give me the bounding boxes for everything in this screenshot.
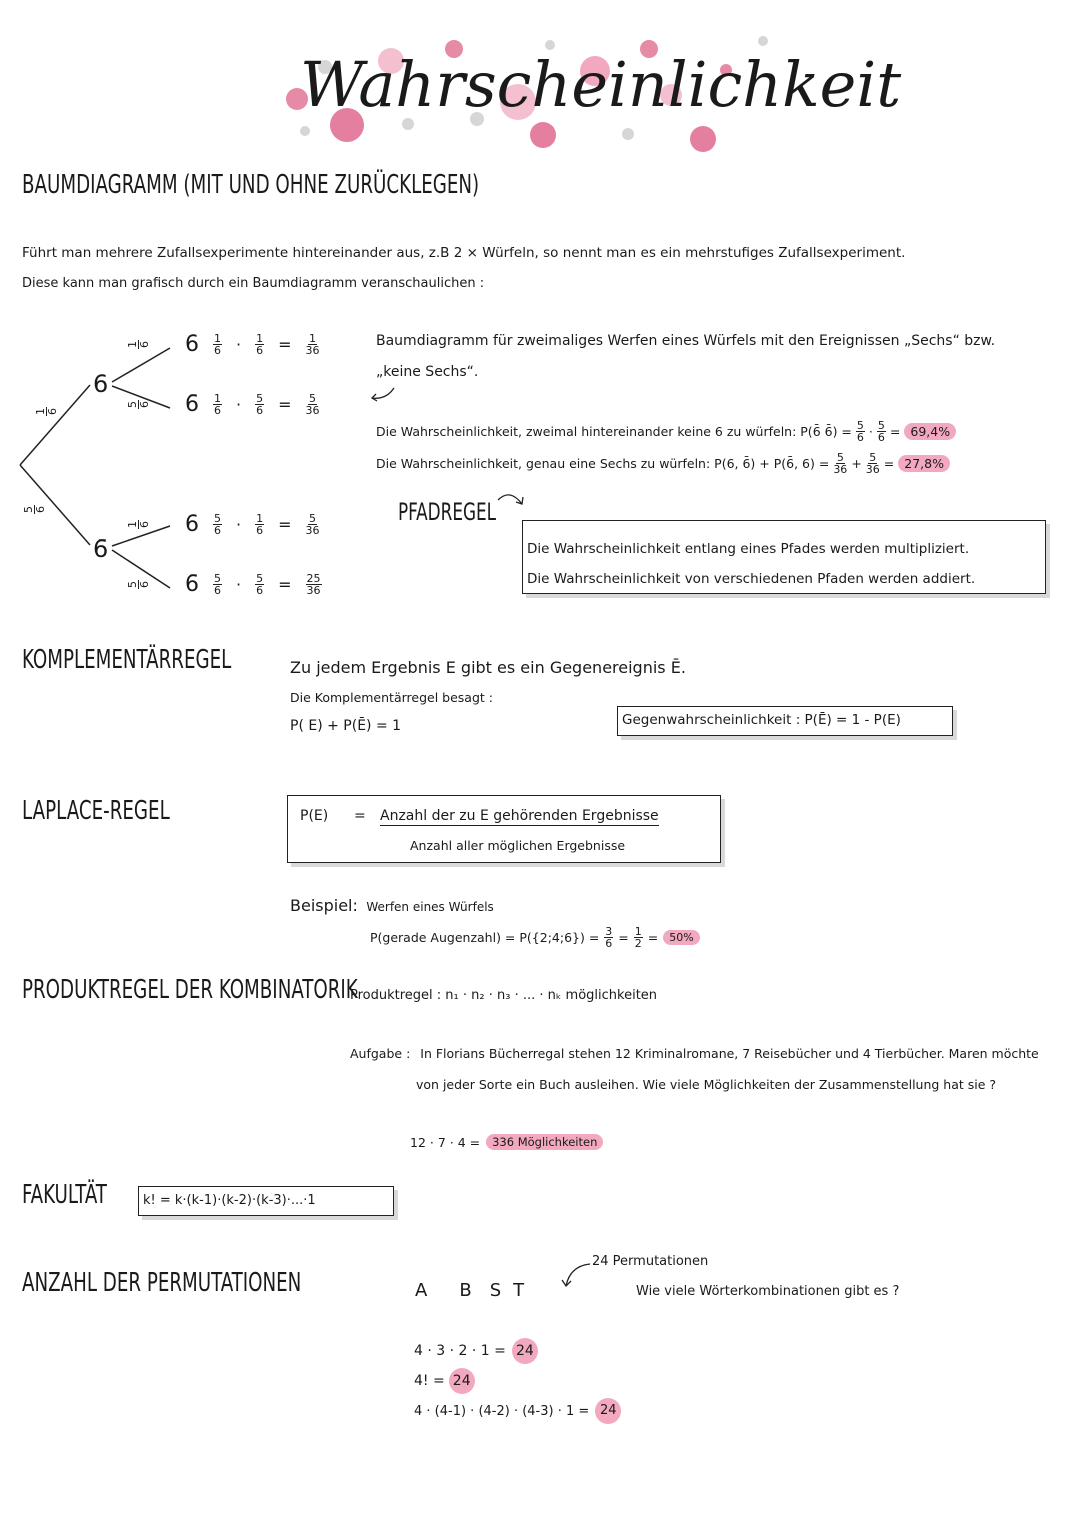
- highlight-result: 24: [595, 1398, 621, 1424]
- laplace-denominator: Anzahl aller möglichen Ergebnisse: [410, 838, 626, 853]
- perm-letter: B: [459, 1280, 472, 1301]
- komplement-line-3: P( E) + P(Ē) = 1: [290, 718, 402, 734]
- decor-dot: [758, 36, 768, 46]
- decor-dot: [530, 122, 556, 148]
- highlight-result: 24: [512, 1338, 538, 1364]
- highlight-result: 69,4%: [904, 423, 956, 440]
- curved-arrow-icon: [560, 1262, 594, 1290]
- baum-intro-1: Führt man mehrere Zufallsexperimente hintereinander aus, z.B 2 × Würfeln, so nennt man es ein mehrstufiges Zufallsexperiment.: [22, 245, 906, 261]
- komplement-line-1: Zu jedem Ergebnis E gibt es ein Gegenereignis Ē.: [290, 658, 686, 677]
- komplement-line-2: Die Komplementärregel besagt :: [290, 690, 493, 705]
- highlight-result: 27,8%: [898, 455, 950, 472]
- section-heading-permutationen: ANZAHL DER PERMUTATIONEN: [22, 1268, 302, 1298]
- pfadregel-line-1: Die Wahrscheinlichkeit entlang eines Pfades werden multipliziert.: [527, 541, 970, 557]
- highlight-result: 50%: [663, 930, 699, 945]
- tree-row: 5 6 6̄ $\frac{1}{6}$ · $\frac{5}{6}$ = $\frac{5}{36}$: [126, 392, 320, 417]
- highlight-result: 336 Möglichkeiten: [486, 1134, 603, 1150]
- perm-letter: T: [513, 1280, 525, 1301]
- perm-letters: [415, 1280, 524, 1301]
- highlight-result: 24: [449, 1368, 475, 1394]
- tree-row: 1 6 6 $\frac{1}{6}$ · $\frac{1}{6}$ = $\frac{1}{36}$: [126, 332, 320, 357]
- decor-dot: [690, 126, 716, 152]
- curved-arrow-icon: [496, 490, 530, 516]
- decor-dot: [622, 128, 634, 140]
- baum-line-2: Die Wahrscheinlichkeit, genau eine Sechs zu würfeln: P(6, 6̄) + P(6̄, 6) = $\frac{5}{36}$ + $\frac{5}{36}$ = 27,8%: [376, 452, 950, 475]
- fakultaet-box: [138, 1186, 394, 1216]
- produkt-aufgabe-1: Aufgabe : In Florians Bücherregal stehen 12 Kriminalromane, 7 Reisebücher und 4 Tierbücher. Maren möchte: [350, 1046, 1039, 1061]
- perm-question: Wie viele Wörterkombinationen gibt es ?: [636, 1284, 900, 1299]
- perm-letter: A: [415, 1280, 428, 1301]
- tree-row: 1 6 6 $\frac{5}{6}$ · $\frac{1}{6}$ = $\frac{5}{36}$: [126, 512, 320, 537]
- baum-desc-2: „keine Sechs“.: [376, 364, 479, 380]
- laplace-example-calc: P(gerade Augenzahl) = P({2;4;6}) = $\frac{3}{6}$ = $\frac{1}{2}$ = 50%: [370, 926, 700, 949]
- section-heading-fakultaet: FAKULTÄT: [22, 1180, 107, 1210]
- laplace-numerator: Anzahl der zu E gehörenden Ergebnisse: [380, 808, 659, 824]
- produkt-rule: Produktregel : n₁ · n₂ · n₃ · ... · nₖ möglichkeiten: [350, 988, 658, 1003]
- perm-note: 24 Permutationen: [592, 1254, 709, 1269]
- produkt-aufgabe-2: von jeder Sorte ein Buch ausleihen. Wie viele Möglichkeiten der Zusammenstellung hat sie ?: [416, 1077, 997, 1092]
- tree-root-prob-bottom: 5 6: [22, 506, 47, 513]
- pfadregel-box: [522, 520, 1046, 594]
- baum-desc-1: Baumdiagramm für zweimaliges Werfen eines Würfels mit den Ereignissen „Sechs“ bzw.: [376, 333, 996, 349]
- laplace-example: Beispiel: Werfen eines Würfels: [290, 896, 494, 915]
- perm-calc-2: 4! = 24: [414, 1368, 475, 1394]
- tree-node-top: 6: [93, 370, 109, 398]
- baum-line-1: Die Wahrscheinlichkeit, zweimal hintereinander keine 6 zu würfeln: P(6̄ 6̄) = $\frac{5}{6}$ · $\frac{5}{6}$ = 69,4%: [376, 420, 956, 443]
- tree-node-bottom: 6̄: [93, 535, 109, 563]
- curved-arrow-icon: [368, 384, 398, 404]
- section-heading-laplace: LAPLACE-REGEL: [22, 796, 170, 826]
- section-heading-produktregel: PRODUKTREGEL DER KOMBINATORIK: [22, 975, 358, 1005]
- tree-root-prob-top: 1 6: [34, 408, 59, 415]
- decor-dot: [300, 126, 310, 136]
- produkt-calc: 12 · 7 · 4 = 336 Möglichkeiten: [410, 1134, 603, 1150]
- baum-intro-2: Diese kann man grafisch durch ein Baumdiagramm veranschaulichen :: [22, 276, 485, 291]
- laplace-lhs: P(E): [300, 808, 329, 824]
- section-heading-komplementaerregel: KOMPLEMENTÄRREGEL: [22, 645, 232, 675]
- tree-row: 5 6 6̄ $\frac{5}{6}$ · $\frac{5}{6}$ = $\frac{25}{36}$: [126, 572, 321, 597]
- pfadregel-line-2: Die Wahrscheinlichkeit von verschiedenen Pfaden werden addiert.: [527, 571, 976, 587]
- laplace-eq: =: [354, 808, 366, 824]
- komplement-box-text: Gegenwahrscheinlichkeit : P(Ē) = 1 - P(E): [622, 712, 901, 728]
- perm-calc-1: 4 · 3 · 2 · 1 = 24: [414, 1338, 538, 1364]
- komplement-box: [617, 706, 953, 736]
- section-heading-baumdiagramm: BAUMDIAGRAMM (MIT UND OHNE ZURÜCKLEGEN): [22, 170, 480, 200]
- perm-letter: S: [489, 1280, 502, 1301]
- fakultaet-formula: k! = k·(k-1)·(k-2)·(k-3)·...·1: [143, 1193, 316, 1208]
- section-heading-pfadregel: PFADREGEL: [398, 498, 497, 526]
- perm-calc-3: 4 · (4-1) · (4-2) · (4-3) · 1 = 24: [414, 1398, 621, 1424]
- laplace-box: [287, 795, 721, 863]
- page-title: Wahrscheinlichkeit: [300, 48, 902, 121]
